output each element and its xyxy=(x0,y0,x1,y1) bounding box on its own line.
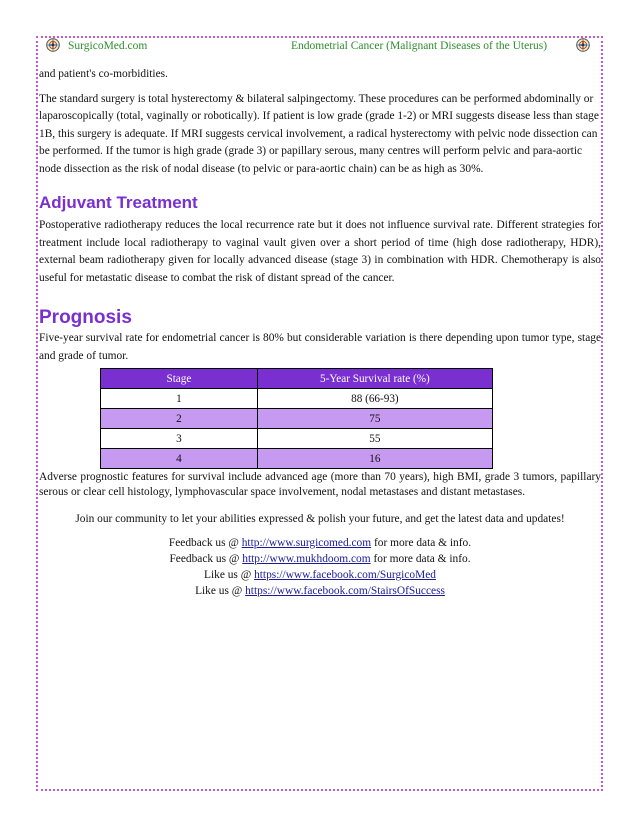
survival-cell: 55 xyxy=(257,429,492,449)
survival-table xyxy=(100,368,493,469)
like-prefix: Like us @ xyxy=(204,569,255,581)
table-row xyxy=(101,449,493,469)
feedback-line xyxy=(39,551,601,567)
feedback-line xyxy=(39,535,601,551)
adverse-features-paragraph: Adverse prognostic features for survival include advanced age (more than 70 years), high BMI, grade 3 tumors, papillary serous or clear cell histology, lymphovascular space involvement, nodal metastases and distant metastases. xyxy=(39,471,601,498)
facebook-surgicomed-link[interactable]: https://www.facebook.com/SurgicoMed xyxy=(254,569,436,581)
feedback-suffix: for more data & info. xyxy=(370,553,471,565)
compass-logo-icon xyxy=(45,37,61,53)
like-line xyxy=(39,583,601,599)
feedback-prefix: Feedback us @ xyxy=(168,537,242,549)
stage-cell: 2 xyxy=(101,409,258,429)
community-message: Join our community to let your abilities expressed & polish your future, and get the latest data and updates! xyxy=(75,513,565,525)
survival-cell: 88 (66-93) xyxy=(257,389,492,409)
stage-cell: 4 xyxy=(101,449,258,469)
surgery-paragraph: The standard surgery is total hysterectomy & bilateral salpingectomy. These procedures can be performed abdominally or laparoscopically (total, vaginally or robotically). If patient is low grade (grade 1-2) or MRI suggests disease less than stage 1B, this surgery is adequate. If MRI suggests cervical involvement, a radical hysterectomy with pelvic node dissection can be performed. If the tumor is high grade (grade 3) or papillary serous, many centres will perform pelvic and para-aortic node dissection as the risk of nodal disease (to pelvic or para-aortic chain) can be as high as 30%. xyxy=(39,92,599,175)
surgicomed-link[interactable]: http://www.surgicomed.com xyxy=(241,537,372,549)
like-prefix: Like us @ xyxy=(195,585,246,597)
mukhdoom-link[interactable]: http://www.mukhdoom.com xyxy=(242,553,371,565)
adjuvant-paragraph: Postoperative radiotherapy reduces the local recurrence rate but it does not influence survival rate. Different strategies for treatment include local radiotherapy to vaginal vault given over a short period of time (high dose radiotherapy, HDR), external beam radiotherapy given for locally advanced disease (stage 3) in combination with HDR. Chemotherapy is also useful for metastatic disease to combat the risk of distant spread of the cancer. xyxy=(39,219,601,284)
table-row xyxy=(101,409,493,429)
intro-fragment: and patient's co-morbidities. xyxy=(39,68,168,80)
facebook-stairs-link[interactable]: https://www.facebook.com/StairsOfSuccess xyxy=(245,585,445,597)
stage-cell: 1 xyxy=(101,389,258,409)
feedback-links xyxy=(39,535,601,599)
site-name: SurgicoMed.com xyxy=(68,40,148,52)
adjuvant-heading: Adjuvant Treatment xyxy=(39,193,198,212)
survival-cell: 16 xyxy=(257,449,492,469)
table-row xyxy=(101,429,493,449)
document-title: Endometrial Cancer (Malignant Diseases of the Uterus) xyxy=(291,40,548,52)
table-row xyxy=(101,389,493,409)
prognosis-paragraph: Five-year survival rate for endometrial cancer is 80% but considerable variation is there depending upon tumor type, stage and grade of tumor. xyxy=(39,332,601,362)
like-line xyxy=(39,567,601,583)
main-content xyxy=(39,66,601,599)
feedback-prefix: Feedback us @ xyxy=(169,553,243,565)
stage-cell: 3 xyxy=(101,429,258,449)
prognosis-heading: Prognosis xyxy=(39,307,132,328)
feedback-suffix: for more data & info. xyxy=(371,537,472,549)
column-header-survival: 5-Year Survival rate (%) xyxy=(257,369,492,389)
table-header-row xyxy=(101,369,493,389)
compass-logo-icon xyxy=(575,37,591,53)
page-header xyxy=(40,37,600,57)
column-header-stage: Stage xyxy=(101,369,258,389)
survival-cell: 75 xyxy=(257,409,492,429)
